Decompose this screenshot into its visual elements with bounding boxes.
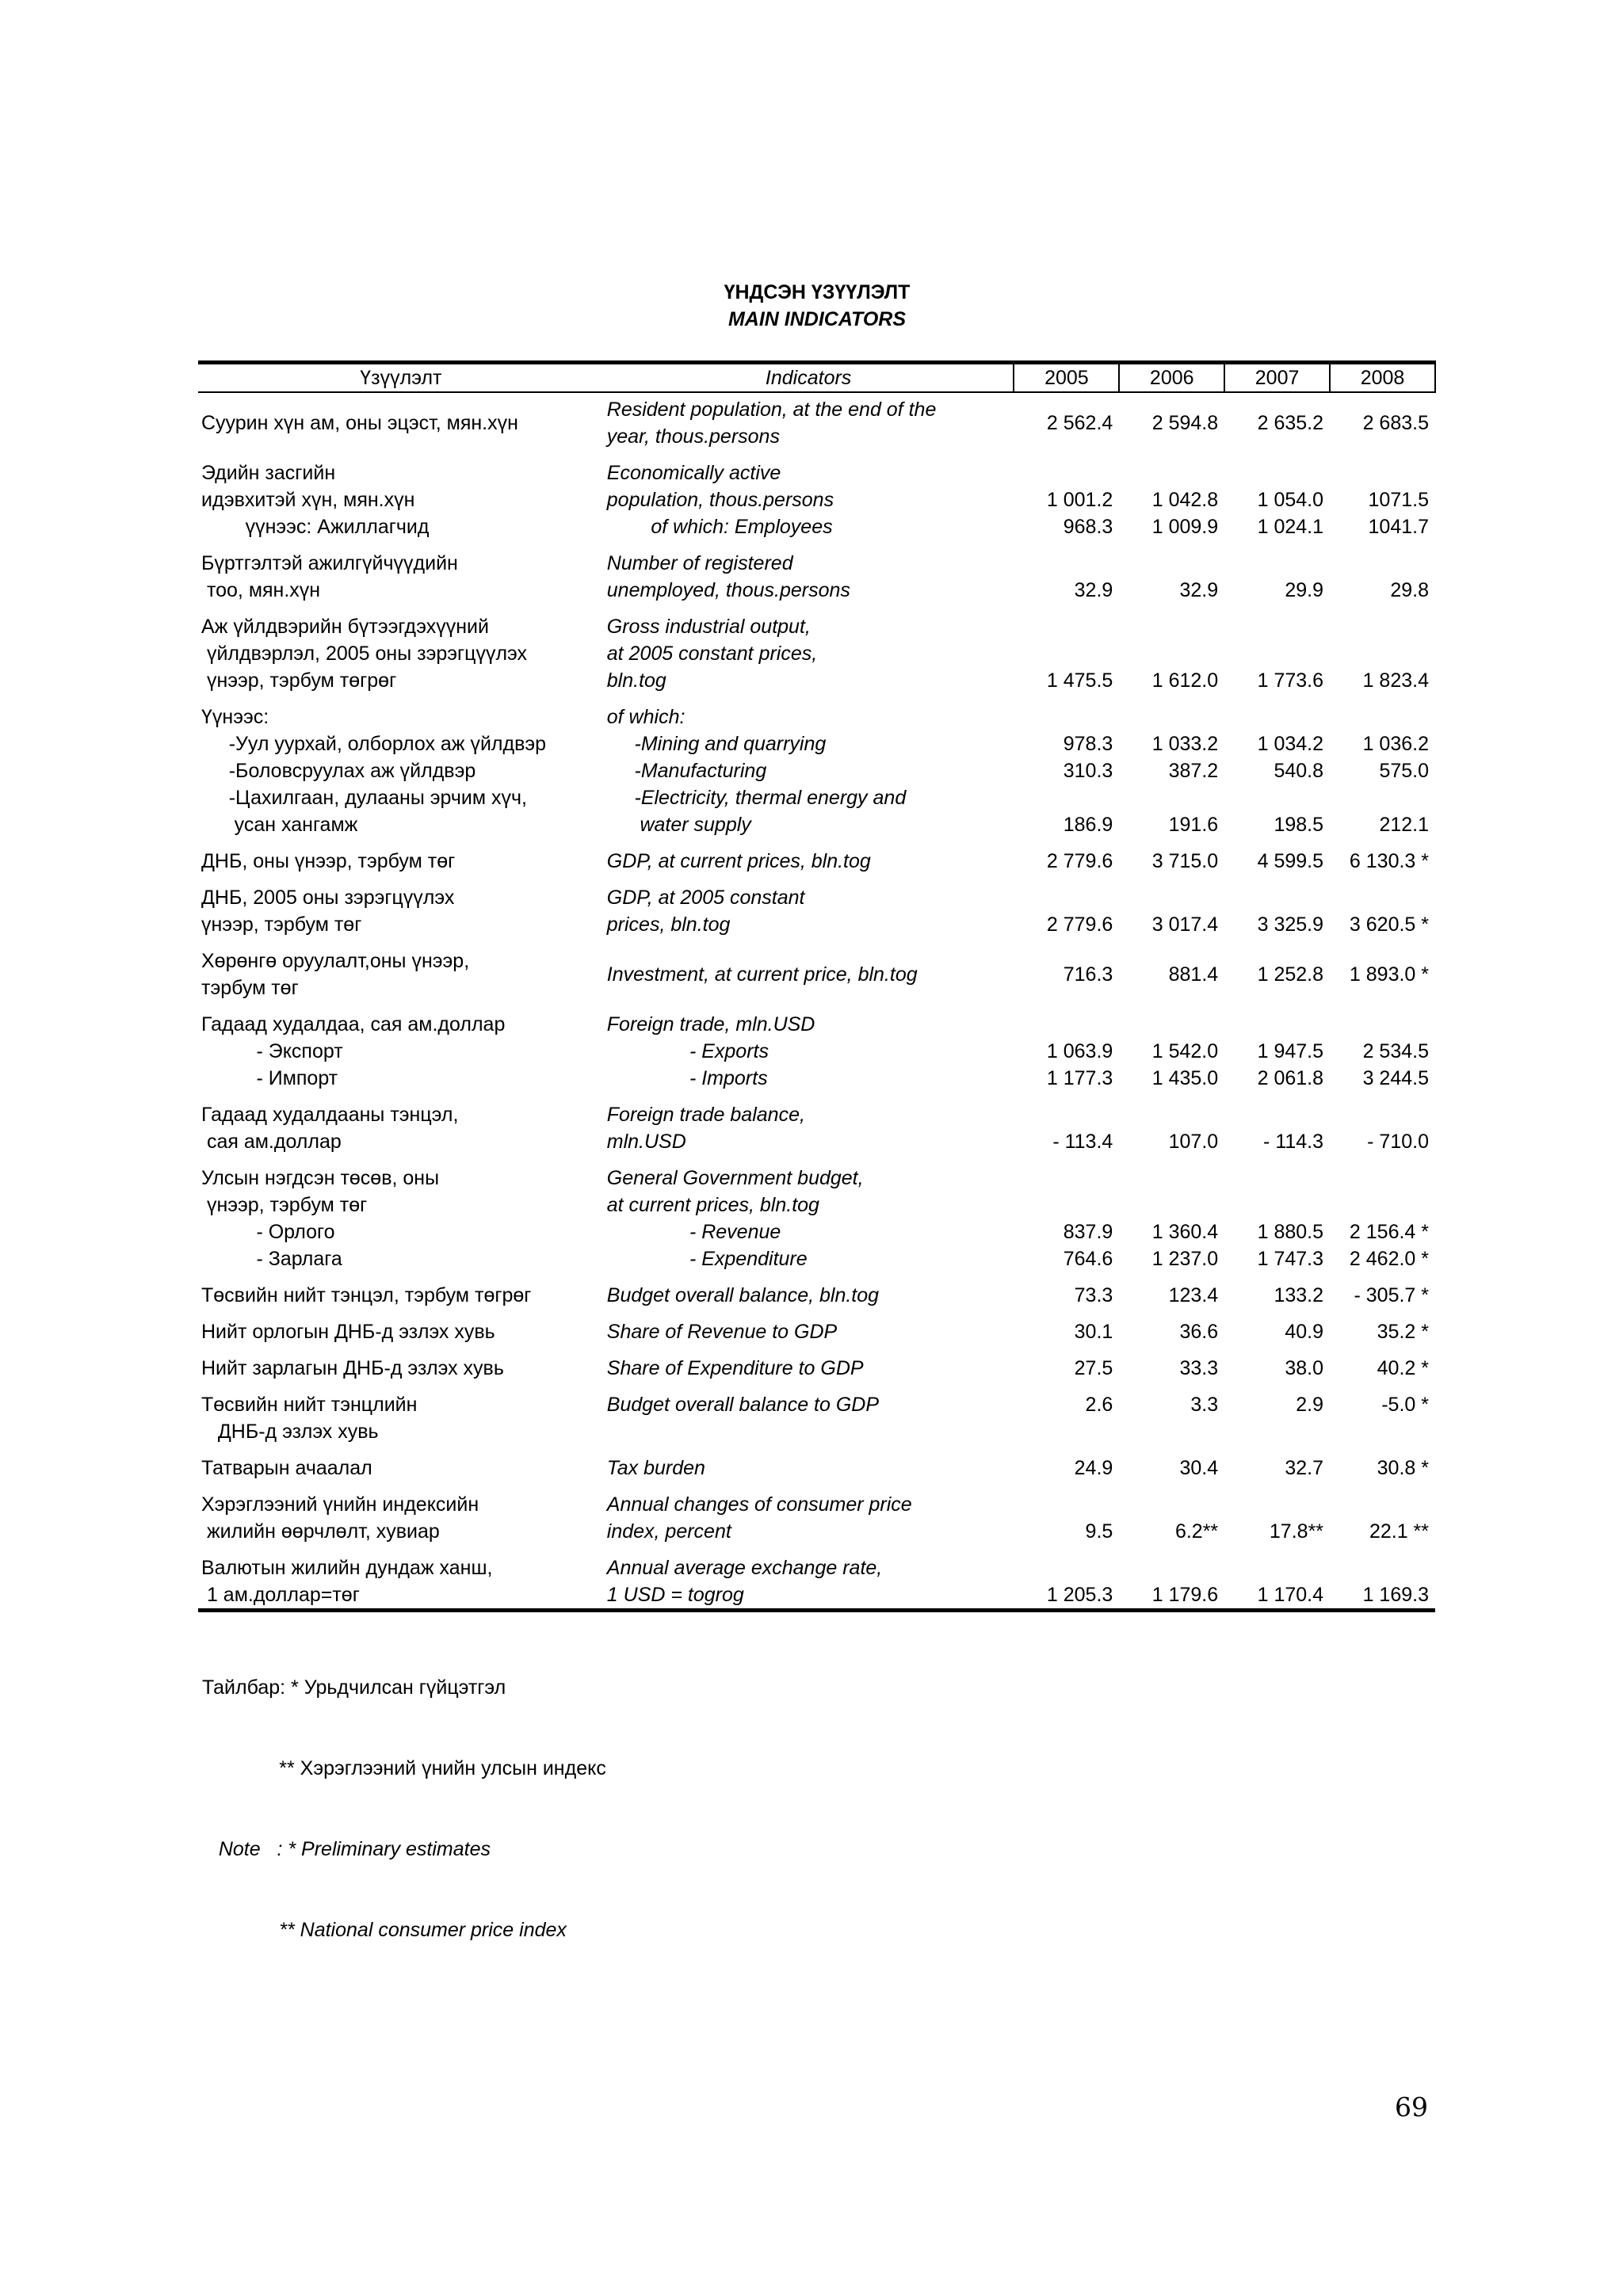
value-cell: 2 462.0 * <box>1349 1248 1429 1270</box>
value-cell: 387.2 <box>1168 760 1219 782</box>
table-row <box>198 1382 1435 1445</box>
value-cell: 978.3 <box>1063 733 1113 755</box>
indicator-mn: Төсвийн нийт тэнцэл, тэрбум төгрөг <box>201 1284 532 1306</box>
page-title <box>198 279 1436 333</box>
value-cell: 1 237.0 <box>1151 1248 1219 1270</box>
value-cell: 1071.5 <box>1368 489 1429 511</box>
header-year: 2006 <box>1119 363 1224 393</box>
value-cell: 1 170.4 <box>1257 1584 1324 1606</box>
footnote <box>202 1620 606 1970</box>
footnote-line: ** National consumer price index <box>202 1919 567 1941</box>
indicator-mn: Нийт зарлагын ДНБ-д эзлэх хувь <box>201 1357 504 1379</box>
value-cell: 1 773.6 <box>1257 669 1324 692</box>
footnote-note-text: * Preliminary estimates <box>288 1838 491 1860</box>
indicator-mn: ДНБ, оны үнээр, тэрбум төг <box>201 850 456 872</box>
footnote-line <box>202 1836 606 1863</box>
table-row <box>198 1545 1435 1611</box>
indicator-en: Foreign trade, mln.USD - Exports <box>606 1013 815 1062</box>
table-row <box>198 694 1435 757</box>
value-cell: 881.4 <box>1168 963 1219 986</box>
title-mn: ҮНДСЭН ҮЗҮҮЛЭЛТ <box>724 281 911 303</box>
indicator-en: Annual changes of consumer price index, percent <box>606 1493 912 1543</box>
indicator-en: Resident population, at the end of the year, thous.persons <box>606 399 937 448</box>
value-cell: 40.9 <box>1285 1321 1324 1343</box>
value-cell: 3.3 <box>1190 1394 1219 1416</box>
indicator-mn: Суурин хүн ам, оны эцэст, мян.хүн <box>201 412 518 434</box>
table-row <box>198 450 1435 513</box>
indicator-mn: - Зарлага <box>201 1248 342 1270</box>
value-cell: 968.3 <box>1063 516 1113 538</box>
value-cell: 32.9 <box>1179 579 1219 601</box>
indicator-en: of which: Employees <box>606 516 833 538</box>
table-row <box>198 1245 1435 1272</box>
title-en: MAIN INDICATORS <box>727 308 907 330</box>
value-cell: 73.3 <box>1074 1284 1113 1306</box>
value-cell: 1 177.3 <box>1046 1067 1113 1089</box>
value-cell: 1 036.2 <box>1362 733 1429 755</box>
indicators-table <box>198 360 1436 1612</box>
table-row <box>198 1092 1435 1155</box>
indicator-mn: Хэрэглээний үнийн индексийн жилийн өөрчлөлт, хувиар <box>201 1493 479 1543</box>
value-cell: 32.7 <box>1285 1457 1324 1479</box>
value-cell: 3 017.4 <box>1151 913 1219 936</box>
value-cell: 6.2** <box>1174 1520 1219 1543</box>
value-cell: - 305.7 * <box>1354 1284 1429 1306</box>
indicator-en: -Electricity, thermal energy and water supply <box>634 787 907 836</box>
value-cell: 1 054.0 <box>1257 489 1324 511</box>
value-cell: 1 435.0 <box>1151 1067 1219 1089</box>
indicator-en: Share of Revenue to GDP <box>606 1321 838 1343</box>
indicator-en: - Expenditure <box>606 1248 808 1270</box>
value-cell: 24.9 <box>1074 1457 1113 1479</box>
table-row <box>198 1482 1435 1545</box>
value-cell: - 114.3 <box>1263 1131 1324 1153</box>
value-cell: 1 475.5 <box>1046 669 1113 692</box>
table-row <box>198 784 1435 838</box>
indicator-mn: Хөрөнгө оруулалт,оны үнээр, тэрбум төг <box>201 950 470 999</box>
indicator-mn: Эдийн засгийн идэвхитэй хүн, мян.хүн <box>201 462 415 511</box>
indicator-en: Tax burden <box>606 1457 705 1479</box>
value-cell: 2.6 <box>1085 1394 1113 1416</box>
value-cell: 2 683.5 <box>1362 412 1429 434</box>
value-cell: 1 063.9 <box>1046 1040 1113 1062</box>
indicator-mn: Татварын ачаалал <box>201 1457 372 1479</box>
table-row <box>198 875 1435 938</box>
indicator-mn: - Импорт <box>201 1067 338 1089</box>
header-year: 2005 <box>1014 363 1119 393</box>
value-cell: 191.6 <box>1168 814 1219 836</box>
table-row <box>198 757 1435 784</box>
header-year: 2007 <box>1224 363 1330 393</box>
indicator-mn: Валютын жилийн дундаж ханш, 1 ам.доллар=төг <box>201 1557 493 1606</box>
value-cell: 2 156.4 * <box>1349 1221 1429 1243</box>
value-cell: 1 542.0 <box>1151 1040 1219 1062</box>
indicator-en: Budget overall balance, bln.tog <box>606 1284 880 1306</box>
value-cell: 540.8 <box>1274 760 1324 782</box>
value-cell: 1 205.3 <box>1046 1584 1113 1606</box>
table-body <box>198 392 1435 1611</box>
indicator-mn: ДНБ, 2005 оны зэрэгцүүлэх үнээр, тэрбум төг <box>201 887 455 936</box>
value-cell: 764.6 <box>1063 1248 1113 1270</box>
value-cell: 29.9 <box>1285 579 1324 601</box>
value-cell: 1 169.3 <box>1362 1584 1429 1606</box>
value-cell: 1 823.4 <box>1362 669 1429 692</box>
header-mn: Үзүүлэлт <box>198 363 604 393</box>
table-row <box>198 1065 1435 1092</box>
value-cell: 1041.7 <box>1368 516 1429 538</box>
indicator-en: General Government budget, at current prices, bln.tog - Revenue <box>606 1167 864 1243</box>
table-row <box>198 1345 1435 1382</box>
indicator-mn: үүнээс: Ажиллагчид <box>201 516 430 538</box>
value-cell: 716.3 <box>1063 963 1113 986</box>
value-cell: 3 620.5 * <box>1349 913 1429 936</box>
indicator-en: Budget overall balance to GDP <box>606 1394 880 1416</box>
value-cell: 3 715.0 <box>1151 850 1219 872</box>
table-row <box>198 1155 1435 1245</box>
value-cell: 2 534.5 <box>1362 1040 1429 1062</box>
table-row <box>198 513 1435 540</box>
value-cell: 35.2 * <box>1377 1321 1429 1343</box>
indicator-en: -Manufacturing <box>606 760 767 782</box>
indicator-en: GDP, at 2005 constant prices, bln.tog <box>606 887 805 936</box>
indicator-mn: Гадаад худалдаа, сая ам.доллар - Экспорт <box>201 1013 506 1062</box>
value-cell: 9.5 <box>1085 1520 1113 1543</box>
indicator-en: Investment, at current price, bln.tog <box>606 963 918 986</box>
value-cell: 2 779.6 <box>1046 850 1113 872</box>
value-cell: 2 779.6 <box>1046 913 1113 936</box>
table-row <box>198 604 1435 694</box>
indicator-mn: Үүнээс: -Уул уурхай, олборлох аж үйлдвэр <box>201 706 547 755</box>
value-cell: 1 893.0 * <box>1349 963 1429 986</box>
value-cell: 1 612.0 <box>1151 669 1219 692</box>
value-cell: 17.8** <box>1269 1520 1324 1543</box>
value-cell: 198.5 <box>1274 814 1324 836</box>
value-cell: -5.0 * <box>1381 1394 1429 1416</box>
table-header-row <box>198 363 1435 393</box>
footnote-line: ** Хэрэглээний үнийн улсын индекс <box>202 1757 606 1779</box>
value-cell: 1 009.9 <box>1151 516 1219 538</box>
header-year: 2008 <box>1330 363 1435 393</box>
indicator-en: of which: -Mining and quarrying <box>606 706 827 755</box>
indicator-en: Foreign trade balance, mln.USD <box>606 1104 805 1153</box>
value-cell: 3 244.5 <box>1362 1067 1429 1089</box>
indicator-en: Economically active population, thous.persons <box>606 462 834 511</box>
value-cell: 133.2 <box>1274 1284 1324 1306</box>
value-cell: 1 033.2 <box>1151 733 1219 755</box>
table-row <box>198 1001 1435 1065</box>
indicator-en: Gross industrial output, at 2005 constant prices, bln.tog <box>606 616 818 692</box>
indicator-en: - Imports <box>606 1067 768 1089</box>
table-row <box>198 938 1435 1001</box>
value-cell: 4 599.5 <box>1257 850 1324 872</box>
footnote-note-label: Note : <box>202 1838 288 1860</box>
table-row <box>198 838 1435 875</box>
value-cell: - 710.0 <box>1367 1131 1429 1153</box>
value-cell: 22.1 ** <box>1369 1520 1429 1543</box>
value-cell: 32.9 <box>1074 579 1113 601</box>
value-cell: 212.1 <box>1379 814 1429 836</box>
value-cell: 3 325.9 <box>1257 913 1324 936</box>
value-cell: 123.4 <box>1168 1284 1219 1306</box>
indicator-mn: Төсвийн нийт тэнцлийн ДНБ-д эзлэх хувь <box>201 1394 418 1443</box>
value-cell: 575.0 <box>1379 760 1429 782</box>
page-number: 69 <box>1395 2092 1428 2122</box>
value-cell: 1 042.8 <box>1151 489 1219 511</box>
value-cell: 1 360.4 <box>1151 1221 1219 1243</box>
value-cell: 1 252.8 <box>1257 963 1324 986</box>
value-cell: 2 635.2 <box>1257 412 1324 434</box>
value-cell: 186.9 <box>1063 814 1113 836</box>
indicator-en: Annual average exchange rate, 1 USD = togrog <box>606 1557 883 1606</box>
footnote-line: Тайлбар: * Урьдчилсан гүйцэтгэл <box>202 1676 506 1699</box>
value-cell: 36.6 <box>1179 1321 1219 1343</box>
table-row <box>198 1309 1435 1345</box>
value-cell: - 113.4 <box>1052 1131 1113 1153</box>
value-cell: 2 562.4 <box>1046 412 1113 434</box>
value-cell: 310.3 <box>1063 760 1113 782</box>
value-cell: 1 034.2 <box>1257 733 1324 755</box>
table-row <box>198 540 1435 604</box>
value-cell: 1 179.6 <box>1151 1584 1219 1606</box>
header-en: Indicators <box>604 363 1014 393</box>
value-cell: 1 880.5 <box>1257 1221 1324 1243</box>
value-cell: 1 024.1 <box>1257 516 1324 538</box>
value-cell: 30.4 <box>1179 1457 1219 1479</box>
value-cell: 33.3 <box>1179 1357 1219 1379</box>
value-cell: 2 594.8 <box>1151 412 1219 434</box>
indicator-mn: Бүртгэлтэй ажилгүйчүүдийн тоо, мян.хүн <box>201 552 458 601</box>
value-cell: 27.5 <box>1074 1357 1113 1379</box>
value-cell: 837.9 <box>1063 1221 1113 1243</box>
indicator-mn: -Цахилгаан, дулааны эрчим хүч, усан хангамж <box>228 787 527 836</box>
indicator-en: Number of registered unemployed, thous.persons <box>606 552 850 601</box>
value-cell: 29.8 <box>1390 579 1429 601</box>
table-row <box>198 1272 1435 1309</box>
indicator-mn: Улсын нэгдсэн төсөв, оны үнээр, тэрбум төг - Орлого <box>201 1167 440 1243</box>
table-row <box>198 1445 1435 1482</box>
value-cell: 107.0 <box>1168 1131 1219 1153</box>
indicator-mn: Нийт орлогын ДНБ-д эзлэх хувь <box>201 1321 495 1343</box>
value-cell: 2 061.8 <box>1257 1067 1324 1089</box>
table-row <box>198 392 1435 450</box>
value-cell: 1 747.3 <box>1257 1248 1324 1270</box>
indicator-en: GDP, at current prices, bln.tog <box>606 850 871 872</box>
indicator-mn: Гадаад худалдааны тэнцэл, сая ам.доллар <box>201 1104 459 1153</box>
value-cell: 30.8 * <box>1377 1457 1429 1479</box>
value-cell: 1 001.2 <box>1046 489 1113 511</box>
value-cell: 40.2 * <box>1377 1357 1429 1379</box>
value-cell: 30.1 <box>1074 1321 1113 1343</box>
indicator-mn: Аж үйлдвэрийн бүтээгдэхүүний үйлдвэрлэл, 2005 оны зэрэгцүүлэх үнээр, тэрбум төгрөг <box>201 616 528 692</box>
value-cell: 2.9 <box>1296 1394 1324 1416</box>
indicator-en: Share of Expenditure to GDP <box>606 1357 864 1379</box>
value-cell: 38.0 <box>1285 1357 1324 1379</box>
indicator-mn: -Боловсруулах аж үйлдвэр <box>201 760 476 782</box>
value-cell: 6 130.3 * <box>1349 850 1429 872</box>
value-cell: 1 947.5 <box>1257 1040 1324 1062</box>
